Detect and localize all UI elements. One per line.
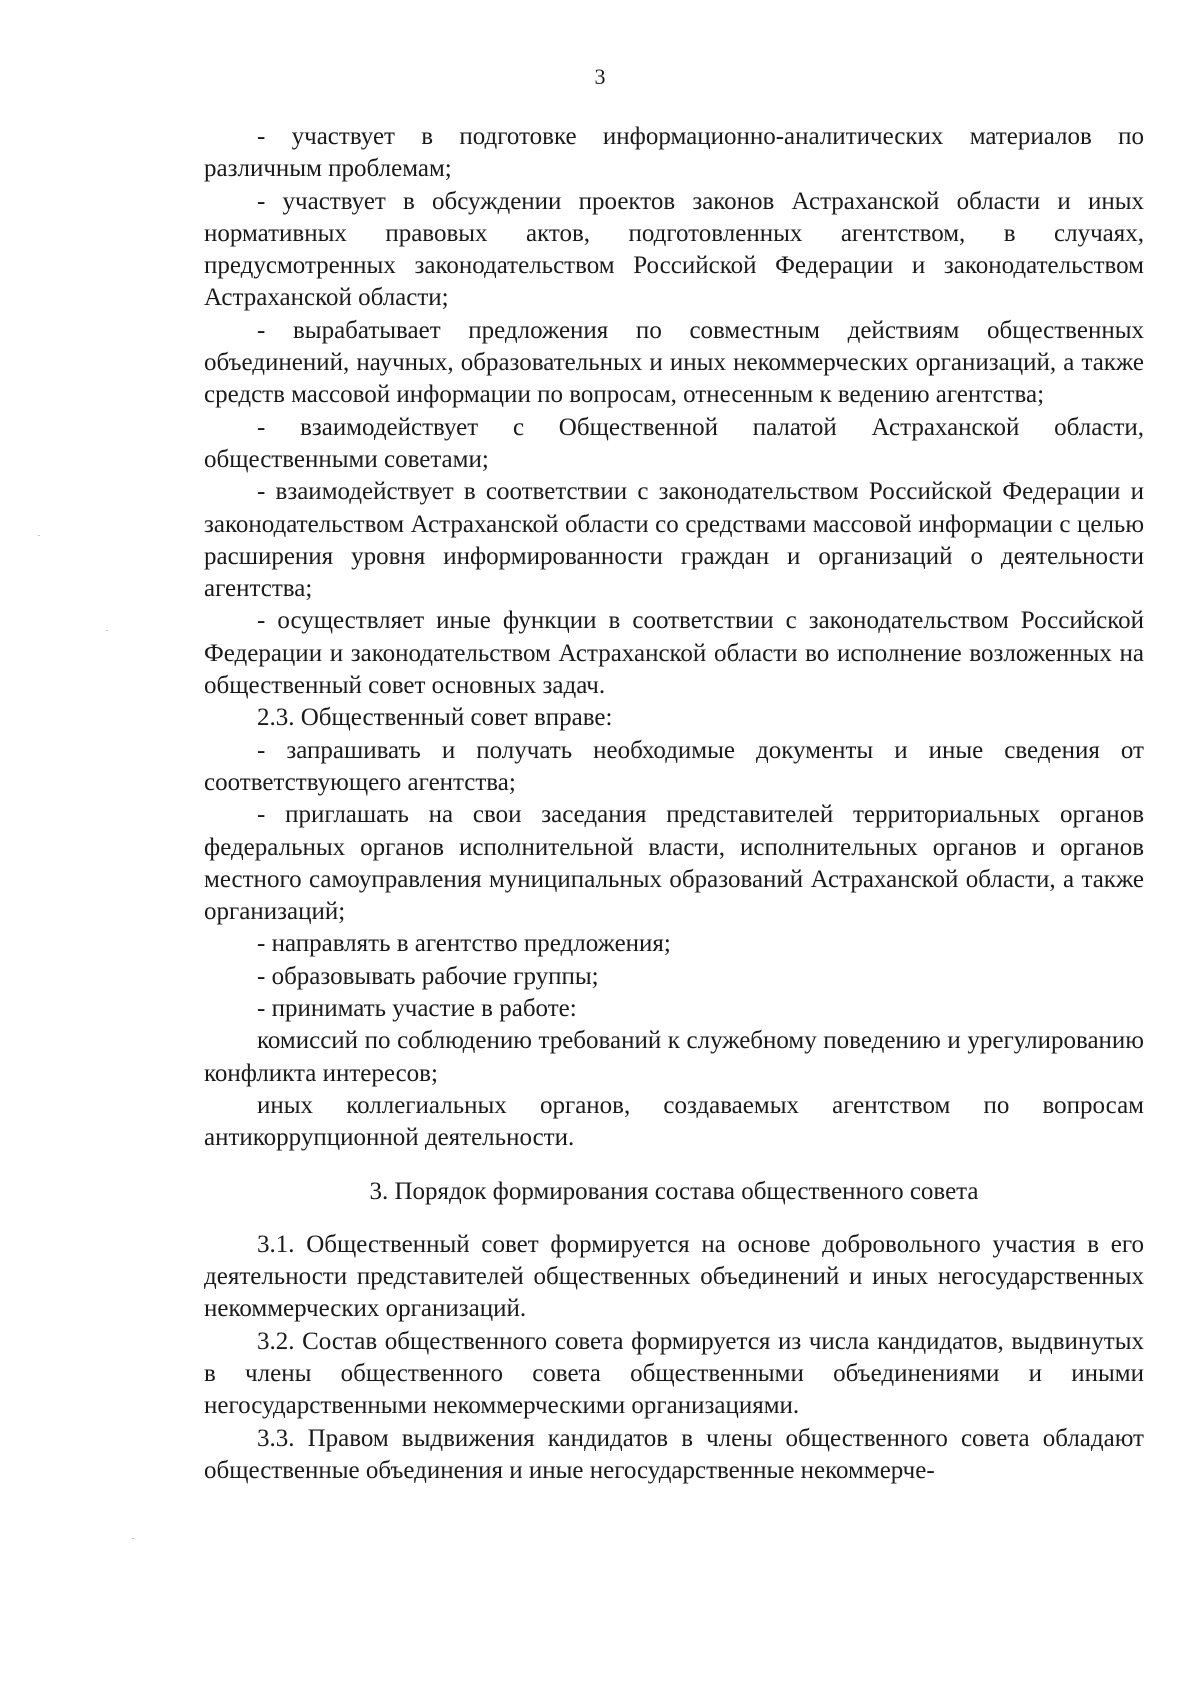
paragraph: - направлять в агентство предложения;	[257, 930, 671, 958]
paragraph: - взаимодействует в соответствии с законодательством Российской Федерации и законодательством Астраханской области со средствами массовой информации с целью расширения уровня информированности граждан и организаций о деятельности агентства;	[204, 478, 1144, 603]
clause-heading: 2.3. Общественный совет вправе:	[257, 704, 613, 732]
scan-speck	[132, 1538, 134, 1539]
paragraph: 3.3. Правом выдвижения кандидатов в члены общественного совета обладают общественные объединения и иные негосударственные некоммерче-	[204, 1424, 1144, 1484]
paragraph: - взаимодействует с Общественной палатой Астраханской области, общественными советами;	[204, 413, 1144, 473]
scan-speck	[38, 535, 40, 536]
paragraph: - вырабатывает предложения по совместным действиям общественных объединений, научных, образовательных и иных некоммерческих организаций, а также средств массовой информации по вопросам, отнесенным к ведению агентства;	[204, 316, 1144, 409]
paragraph: - принимать участие в работе:	[257, 995, 577, 1023]
page-number: 3	[594, 64, 606, 89]
section-heading: 3. Порядок формирования состава общественного совета	[369, 1177, 979, 1205]
paragraph: 3.2. Состав общественного совета формируется из числа кандидатов, выдвинутых в члены общественного совета общественными объединениями и иными негосударственными некоммерческими организациями.	[204, 1327, 1144, 1420]
paragraph: иных коллегиальных органов, создаваемых агентством по вопросам антикоррупционной деятельности.	[204, 1091, 1144, 1152]
paragraph: - образовывать рабочие группы;	[257, 962, 599, 990]
paragraph: - приглашать на свои заседания представителей территориальных органов федеральных органов исполнительной власти, исполнительных органов и органов местного самоуправления муниципальных образований Астраханской области, а также организаций;	[204, 801, 1144, 926]
paragraph: - осуществляет иные функции в соответствии с законодательством Российской Федерации и законодательством Астраханской области во исполнение возложенных на общественный совет основных задач.	[204, 607, 1144, 700]
scan-speck	[106, 630, 108, 631]
paragraph: - участвует в подготовке информационно-аналитических материалов по различным проблемам;	[204, 123, 1144, 183]
paragraph: - запрашивать и получать необходимые документы и иные сведения от соответствующего агентства;	[204, 736, 1144, 796]
paragraph: 3.1. Общественный совет формируется на основе добровольного участия в его деятельности представителей общественных объединений и иных негосударственных некоммерческих организаций.	[204, 1230, 1144, 1323]
paragraph: - участвует в обсуждении проектов законов Астраханской области и иных нормативных правовых актов, подготовленных агентством, в случаях, предусмотренных законодательством Российской Федерации и законодательством Астраханской области;	[204, 187, 1144, 312]
document-body	[204, 121, 1144, 1487]
paragraph: комиссий по соблюдению требований к служебному поведению и урегулированию конфликта интересов;	[204, 1027, 1144, 1087]
